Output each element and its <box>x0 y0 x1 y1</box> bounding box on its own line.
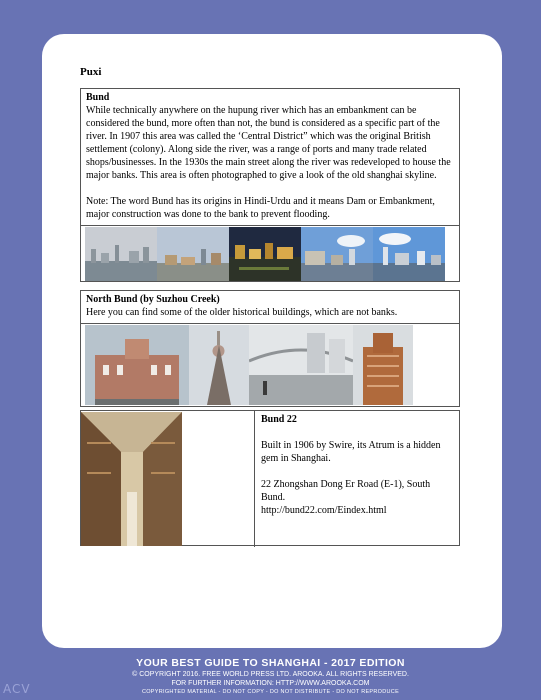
pearl-tower-photo <box>189 325 249 405</box>
art-deco-building-photo <box>353 325 413 405</box>
bund-text <box>81 89 459 225</box>
north-bund-description: Here you can find some of the older historical buildings, which are not banks. <box>86 307 398 318</box>
bund-note: Note: The word Bund has its origins in Hindi-Urdu and it means Dam or Embankment, major construction was done to the bank to prevent flooding. <box>86 196 435 220</box>
bund-box <box>80 88 460 282</box>
garden-bridge-photo <box>249 325 353 405</box>
bund-night-photo <box>229 227 301 281</box>
bund22-atrium-photo <box>81 412 182 546</box>
bund22-description: Built in 1906 by Swire, its Atrum is a hidden gem in Shanghai. <box>261 440 441 464</box>
historic-building-photo <box>85 325 189 405</box>
bund-riverside-photo-1 <box>301 227 373 281</box>
footer-copyright: © COPYRIGHT 2016. FREE WORLD PRESS LTD. AROOKA. ALL RIGHTS RESERVED. <box>132 671 409 678</box>
north-bund-photo-row <box>81 323 459 406</box>
north-bund-box <box>80 290 460 407</box>
bund-paragraph: While technically anywhere on the hupung river which has an embankment can be considered the bund, more often than not, the bund is considered as a specific part of the river. In 1907 this area was called the ‘Central District” which was the original British settlement (colony). Along side the river, was a range of ports and many trade related shops/businesses. In the 1930s the main street along the river was redeveloped to house the major banks. This area is often photographed to give a look of the old shanghai skyline. <box>86 105 451 181</box>
bund22-box <box>80 410 460 546</box>
section-title: Puxi <box>80 66 102 78</box>
watermark: ACV <box>3 682 31 696</box>
north-bund-text <box>81 291 459 323</box>
bund-skyline-photo-2 <box>157 227 229 281</box>
footer-info: FOR FURTHER INFORMATION: HTTP://WWW.AROOKA.COM <box>171 680 370 687</box>
footer-notice: COPYRIGHTED MATERIAL - DO NOT COPY - DO NOT DISTRIBUTE - DO NOT REPRODUCE <box>141 689 400 695</box>
bund-skyline-photo-1 <box>85 227 157 281</box>
north-bund-heading: North Bund (by Suzhou Creek) <box>86 294 220 305</box>
bund-photo-row <box>81 225 459 281</box>
bund22-address: 22 Zhongshan Dong Er Road (E-1), South Bund. <box>261 479 431 503</box>
bund-heading: Bund <box>86 92 110 103</box>
bund22-url[interactable]: http://bund22.com/Eindex.html <box>261 505 387 516</box>
bund22-heading: Bund 22 <box>261 414 297 425</box>
footer-title: YOUR BEST GUIDE TO SHANGHAI - 2017 EDITION <box>136 657 405 669</box>
document-page <box>42 34 502 648</box>
bund-riverside-photo-2 <box>373 227 445 281</box>
bund22-text <box>255 411 459 547</box>
bund22-photo-cell <box>81 411 255 547</box>
